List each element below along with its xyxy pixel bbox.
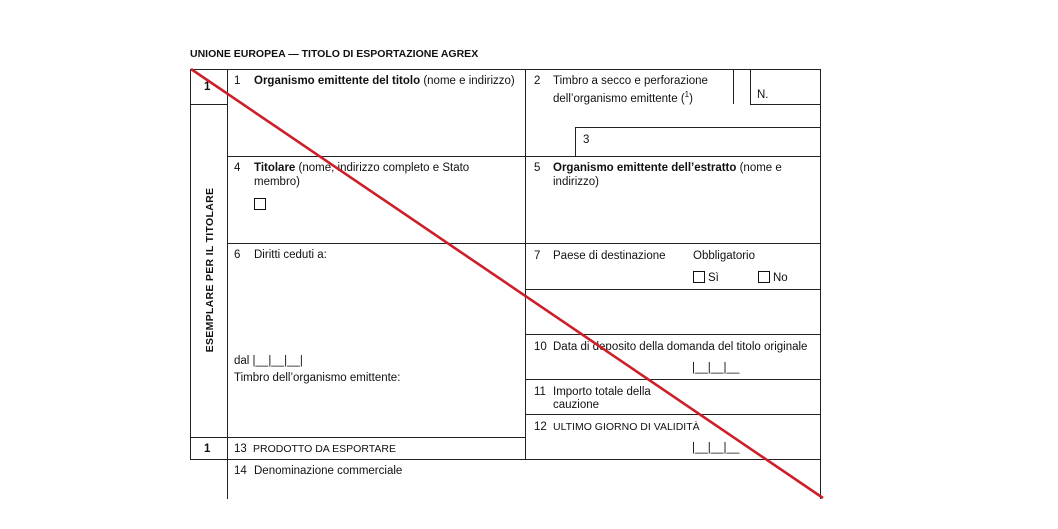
box6-stamp-label: Timbro dell’organismo emittente: xyxy=(234,372,401,384)
box1-title-rest: (nome e indirizzo) xyxy=(420,75,515,87)
box5-title-bold: Organismo emittente dell’estratto xyxy=(553,162,737,174)
box5-title-line2: indirizzo) xyxy=(553,176,600,188)
side-label: ESEMPLARE PER IL TITOLARE xyxy=(204,187,216,353)
box11-label-line1: Importo totale della xyxy=(553,386,651,398)
box14-label: Denominazione commerciale xyxy=(254,465,403,477)
copy-number-lower: 1 xyxy=(204,443,211,455)
box14-number: 14 xyxy=(234,465,247,477)
box2-number: 2 xyxy=(534,75,541,87)
box4-title-rest: (nome, indirizzo completo e Stato xyxy=(295,162,470,174)
diagonal-stroke xyxy=(191,69,823,498)
box7-number: 7 xyxy=(534,250,541,262)
box12-number: 12 xyxy=(534,421,547,433)
box4-number: 4 xyxy=(234,162,241,174)
box2-n-label: N. xyxy=(757,89,769,101)
box2-footnote-ref: 1 xyxy=(684,90,690,99)
box10-label: Data di deposito della domanda del titolo originale xyxy=(553,341,808,353)
box5-title-rest: (nome e xyxy=(736,162,782,174)
box11-number: 11 xyxy=(534,386,546,398)
box6-label: Diritti ceduti a: xyxy=(254,249,327,261)
box12-date-field[interactable]: |__|__|__ xyxy=(692,442,740,454)
box6-date-field[interactable]: dal |__|__|__| xyxy=(234,355,303,367)
box1-title-bold: Organismo emittente del titolo xyxy=(254,75,421,87)
box7-yes-label: Sì xyxy=(708,272,719,284)
box2-line1: Timbro a secco e perforazione xyxy=(553,75,708,87)
box1-number: 1 xyxy=(234,75,241,87)
box2-line2-text: dell’organismo emittente ( xyxy=(553,92,685,105)
box7-mandatory-label: Obbligatorio xyxy=(693,250,756,262)
box13-label: PRODOTTO DA ESPORTARE xyxy=(253,443,396,455)
box13-number: 13 xyxy=(234,443,247,455)
box6-number: 6 xyxy=(234,249,241,261)
box3-number: 3 xyxy=(583,134,590,146)
box4-title-line2: membro) xyxy=(254,176,301,188)
form-header-title: UNIONE EUROPEA — TITOLO DI ESPORTAZIONE AGREX xyxy=(190,48,479,60)
box10-date-field[interactable]: |__|__|__ xyxy=(692,362,740,374)
box5-number: 5 xyxy=(534,162,541,174)
box10-number: 10 xyxy=(534,341,547,353)
box2-line2-close: ) xyxy=(689,92,693,105)
box4-title-bold: Titolare xyxy=(254,162,296,174)
box12-label: ULTIMO GIORNO DI VALIDITÀ xyxy=(553,421,700,433)
copy-number: 1 xyxy=(204,81,211,93)
box7-no-label: No xyxy=(773,272,788,284)
box11-label-line2: cauzione xyxy=(553,399,600,411)
box7-label: Paese di destinazione xyxy=(553,250,666,262)
